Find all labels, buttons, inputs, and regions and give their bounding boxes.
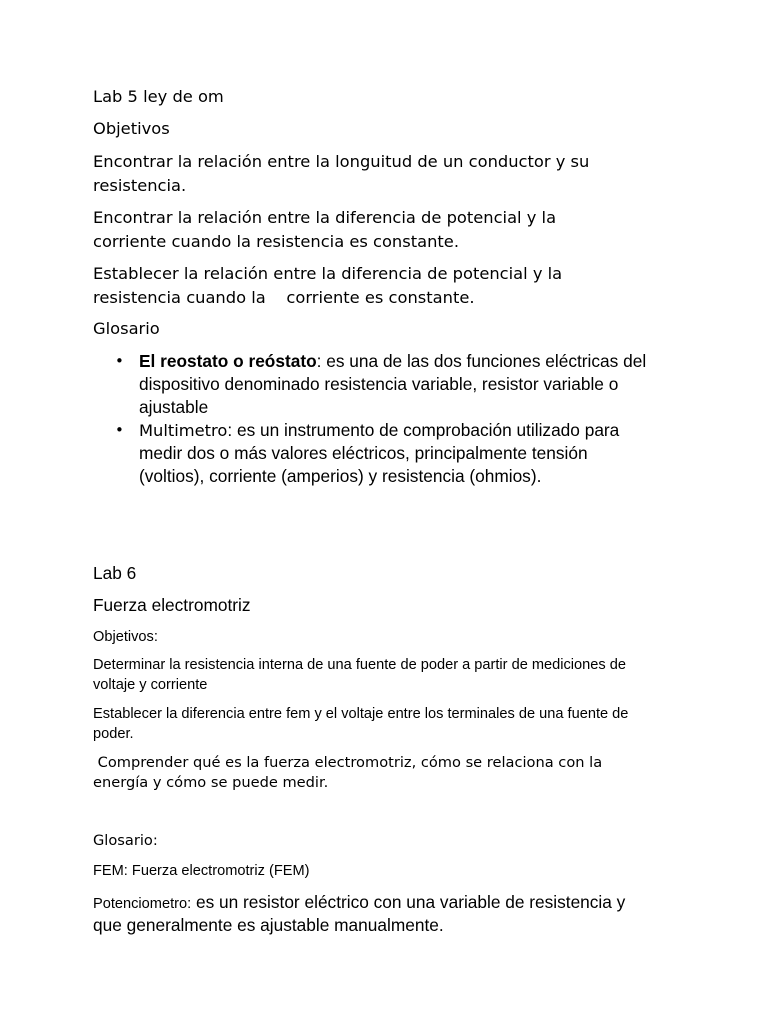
glossary-term-reostato: El reostato o reóstato: [139, 351, 317, 371]
glossary-definition-line-3: (voltios), corriente (amperios) y resistencia (ohmios).: [139, 466, 542, 486]
glossary-definition-line-2: medir dos o más valores eléctricos, principalmente tensión: [139, 443, 588, 463]
glossary-definition-line-2: dispositivo denominado resistencia variable, resistor variable o: [139, 374, 619, 394]
potentiometer-definition-line-1: es un resistor eléctrico con una variable de resistencia y: [191, 892, 626, 912]
lab6-title: Lab 6: [93, 563, 137, 583]
potentiometer-definition-line-2: que generalmente es ajustable manualmente.: [93, 915, 444, 935]
lab6-objective-1-line-2: voltaje y corriente: [93, 677, 208, 693]
lab6-glossary-heading: Glosario:: [93, 832, 158, 849]
glossary-definition-line-3: ajustable: [139, 397, 209, 417]
lab6-objective-3-line-1: Comprender qué es la fuerza electromotriz, cómo se relaciona con la: [93, 754, 603, 771]
lab5-objective-2-line-2: corriente cuando la resistencia es constante.: [93, 232, 459, 251]
lab5-objective-1-line-1: Encontrar la relación entre la longuitud de un conductor y su: [93, 152, 590, 171]
glossary-definition-line-1: : es un instrumento de comprobación utilizado para: [227, 420, 620, 440]
lab5-objective-3-line-1: Establecer la relación entre la diferencia de potencial y la: [93, 264, 563, 283]
glossary-term-multimetro: Multimetro: [139, 421, 228, 440]
lab6-objective-1-line-1: Determinar la resistencia interna de una fuente de poder a partir de mediciones de: [93, 657, 626, 673]
bullet-icon: •: [115, 421, 124, 439]
lab5-objective-2-line-1: Encontrar la relación entre la diferencia de potencial y la: [93, 208, 557, 227]
lab6-subtitle: Fuerza electromotriz: [93, 595, 251, 615]
potentiometer-line-1: [93, 891, 625, 916]
lab5-objective-3-line-2: resistencia cuando la corriente es constante.: [93, 288, 475, 307]
lab6-objective-3-line-2: energía y cómo se puede medir.: [93, 774, 329, 791]
potentiometer-term: Potenciometro:: [93, 896, 192, 912]
glossary-definition-line-1: : es una de las dos funciones eléctricas del: [316, 351, 647, 371]
lab6-objective-2-line-1: Establecer la diferencia entre fem y el voltaje entre los terminales de una fuente de: [93, 706, 629, 722]
lab5-objective-1-line-2: resistencia.: [93, 176, 187, 195]
lab5-objectives-heading: Objetivos: [93, 119, 170, 138]
lab5-title: Lab 5 ley de om: [93, 87, 224, 106]
glossary-item-multimetro: [93, 419, 683, 488]
lab6-objective-2-line-2: poder.: [93, 726, 134, 742]
lab5-glossary-list: [93, 350, 683, 488]
lab6-objectives-heading: Objetivos:: [93, 629, 158, 645]
lab5-glossary-heading: Glosario: [93, 319, 160, 338]
glossary-item-reostato: [93, 350, 683, 419]
bullet-icon: •: [115, 352, 124, 370]
lab6-fem-line: FEM: Fuerza electromotriz (FEM): [93, 863, 310, 879]
